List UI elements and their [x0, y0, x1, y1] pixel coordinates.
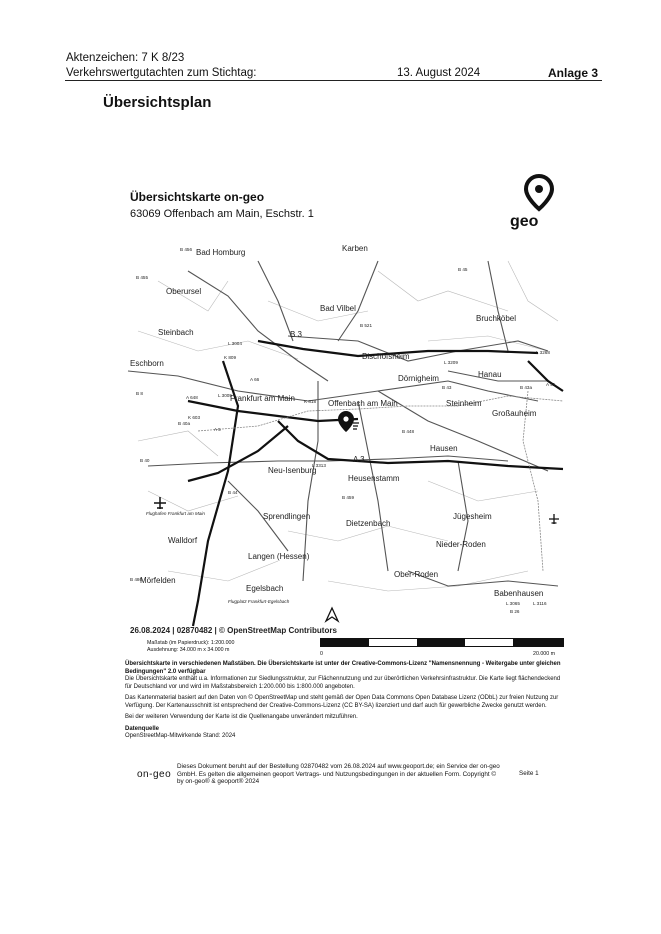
- road-label: B 44: [228, 490, 238, 495]
- town-label: Ober-Roden: [394, 570, 439, 579]
- gutachten-label: Verkehrswertgutachten zum Stichtag:: [66, 67, 257, 79]
- scale-text-2: Ausdehnung: 34.000 m x 34.000 m: [147, 647, 230, 653]
- road-label: A 3: [353, 455, 365, 464]
- scale-text-1: Maßstab (im Papierdruck): 1:200.000: [147, 640, 235, 646]
- legal-paragraph: Die Übersichtskarte enthält u.a. Informationen zur Siedlungsstruktur, zur Flächennutzung und zur überörtlichen Verkehrsinfrastruktur. Die Karte liegt flächendeckend für Deutschland vor und wird im Maßstabsbereich 1:200.000 bis 1:800.000 angeboten.: [125, 676, 561, 690]
- road-label: A 66: [250, 377, 260, 382]
- town-label: Hanau: [478, 370, 502, 379]
- road-label: L 3116: [533, 601, 547, 606]
- road-label: B 448: [402, 429, 415, 434]
- road-label: B 40a: [178, 421, 191, 426]
- road-label: L 3268: [536, 350, 550, 355]
- logo-text: geo: [510, 213, 539, 230]
- road-label: A 45: [546, 382, 556, 387]
- map-attribution: 26.08.2024 | 02870482 | © OpenStreetMap Contributors: [130, 626, 337, 635]
- town-label: Babenhausen: [494, 589, 544, 598]
- source-text: OpenStreetMap-Mitwirkende Stand: 2024: [125, 733, 236, 739]
- airport-label: Flugplatz Frankfurt-Egelsbach: [228, 599, 290, 604]
- north-arrow-icon: [326, 608, 338, 621]
- town-label: Neu-Isenburg: [268, 466, 317, 475]
- road-label: B 26: [510, 609, 520, 614]
- town-label: Bruchköbel: [476, 314, 517, 323]
- road-label: A 5: [214, 427, 221, 432]
- town-label: Steinheim: [446, 399, 482, 408]
- target-location-marker[interactable]: [338, 411, 359, 432]
- road-label: L 3313: [312, 463, 326, 468]
- road-label: B 8: [136, 391, 143, 396]
- town-label: Egelsbach: [246, 584, 284, 593]
- road-label: B 43: [442, 385, 452, 390]
- legal-notes: [125, 661, 565, 741]
- town-label: Bad Vilbel: [320, 304, 356, 313]
- road-label: B 459: [342, 495, 355, 500]
- road-label: B 486: [130, 577, 143, 582]
- road-label: B 40: [140, 458, 150, 463]
- anlage-label: Anlage 3: [548, 66, 599, 80]
- map-card-title: Übersichtskarte on-geo: [130, 190, 265, 204]
- town-label: Jügesheim: [453, 512, 492, 521]
- map-svg: [128, 241, 563, 635]
- legal-heading: Übersichtskarte in verschiedenen Maßstäben. Die Übersichtskarte ist unter der Creative-Commons-Lizenz "Namensnennung - Weitergabe unter gleichen Bedingungen" 2.0 verfügbar: [125, 661, 561, 675]
- on-geo-logo: [510, 172, 559, 232]
- road-label: B 43a: [520, 385, 533, 390]
- town-label: Oberursel: [166, 287, 202, 296]
- stichtag-date: 13. August 2024: [397, 67, 481, 79]
- town-label: Dietzenbach: [346, 519, 391, 528]
- aktenzeichen: Aktenzeichen: 7 K 8/23: [66, 52, 185, 64]
- motorways: [188, 341, 563, 626]
- road-label: B 3: [290, 330, 303, 339]
- town-label: Bischofsheim: [362, 352, 410, 361]
- legal-paragraph: Das Kartenmaterial basiert auf den Daten von © OpenStreetMap und steht gemäß der Open Data Commons Open Database Lizenz (ODbL) zur freien Nutzung zur Verfügung. Der Kartenausschnitt ist entsprechend der Creative-Commons-Lizenz (CC BY-SA) lizenziert und darf auch für gewerbliche Zwecke genutzt werden.: [125, 695, 559, 709]
- town-label: Langen (Hessen): [248, 552, 310, 561]
- town-label: Frankfurt am Main: [230, 394, 295, 403]
- overview-map[interactable]: [128, 241, 563, 635]
- road-label: L 3004: [228, 341, 242, 346]
- road-label: B 456: [180, 247, 193, 252]
- source-title: Datenquelle: [125, 725, 160, 732]
- town-label: Steinbach: [158, 328, 194, 337]
- page-title: Übersichtsplan: [103, 94, 212, 111]
- page-number: Seite 1: [519, 770, 539, 777]
- map-card-address: 63069 Offenbach am Main, Eschstr. 1: [130, 208, 314, 220]
- town-label: Dörnigheim: [398, 374, 439, 383]
- town-label: Offenbach am Main: [328, 399, 398, 408]
- road-label: L 3209: [444, 360, 458, 365]
- road-label: B 45: [458, 267, 468, 272]
- legal-paragraph: Bei der weiteren Verwendung der Karte ist die Quellenangabe unverändert mitzuführen.: [125, 714, 358, 720]
- town-label: Bad Homburg: [196, 248, 246, 257]
- road-label: B 455: [136, 275, 149, 280]
- road-label: K 818: [304, 399, 317, 404]
- town-label: Eschborn: [130, 359, 164, 368]
- town-label: Nieder-Roden: [436, 540, 486, 549]
- road-label: B 521: [360, 323, 373, 328]
- road-label: K 603: [188, 415, 201, 420]
- road-label: L 3065: [506, 601, 520, 606]
- town-label: Heusenstamm: [348, 474, 400, 483]
- airport-label: Flughafen Frankfurt am Main: [146, 511, 205, 516]
- footer-text: Dieses Dokument beruht auf der Bestellung 02870482 vom 26.08.2024 auf www.geoport.de; ein Service der on-geo GmbH. Es gelten die allgemeinen geoport Vertrags- und Nutzungsbedingungen in der aktuellen Form. Copyright © by on-geo® & geoport® 2024: [177, 763, 500, 786]
- town-label: Hausen: [430, 444, 458, 453]
- road-label: A 648: [186, 395, 198, 400]
- scale-max: 20.000 m: [533, 651, 556, 657]
- scale-bar: [320, 638, 564, 647]
- town-label: Großauheim: [492, 409, 537, 418]
- town-label: Walldorf: [168, 536, 198, 545]
- header-rule: [65, 80, 602, 81]
- road-label: L 3005: [218, 393, 232, 398]
- town-label: Sprendlingen: [263, 512, 311, 521]
- road-label: K 809: [224, 355, 237, 360]
- town-label: Mörfelden: [140, 576, 176, 585]
- footer-logo: on-geo: [137, 769, 172, 780]
- scale-zero: 0: [320, 651, 323, 657]
- airport-icon: [549, 514, 559, 524]
- town-label: Karben: [342, 244, 368, 253]
